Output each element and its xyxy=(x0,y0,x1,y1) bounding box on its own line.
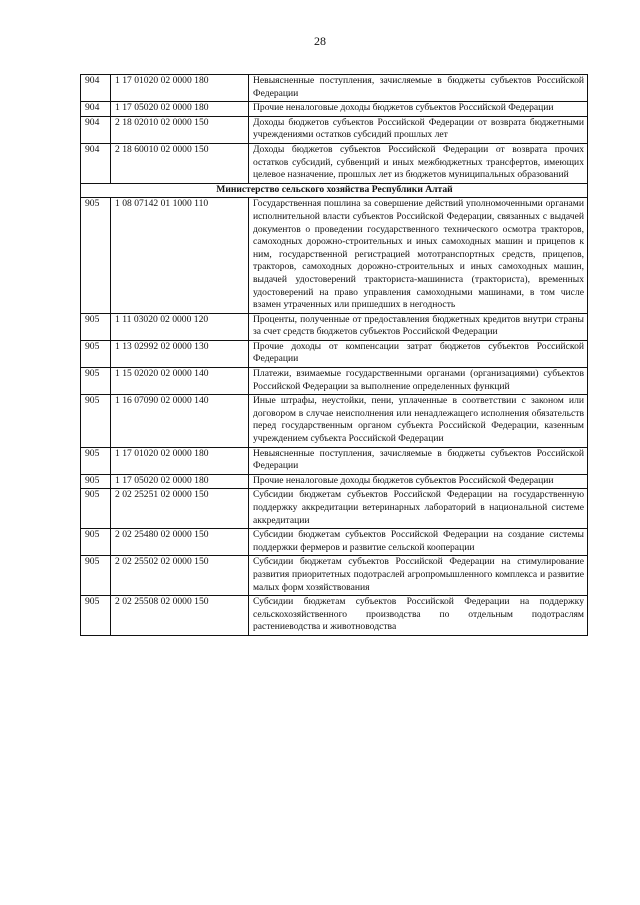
budget-code-cell: 2 18 02010 02 0000 150 xyxy=(111,116,249,143)
budget-code-cell: 1 11 03020 02 0000 120 xyxy=(111,313,249,340)
budget-code-cell: 2 02 25502 02 0000 150 xyxy=(111,556,249,596)
page-number: 28 xyxy=(314,34,326,48)
budget-code-cell: 2 02 25480 02 0000 150 xyxy=(111,529,249,556)
budget-code-cell: 1 17 05020 02 0000 180 xyxy=(111,102,249,117)
table-row xyxy=(81,474,588,489)
admin-code-cell: 905 xyxy=(81,474,111,489)
income-name-cell: Прочие неналоговые доходы бюджетов субъектов Российской Федерации xyxy=(249,474,588,489)
table-row xyxy=(81,529,588,556)
budget-code-cell: 1 08 07142 01 1000 110 xyxy=(111,198,249,313)
income-name-cell: Проценты, полученные от предоставления бюджетных кредитов внутри страны за счет средств бюджетов субъектов Российской Федерации xyxy=(249,313,588,340)
table-row xyxy=(81,75,588,102)
table-row xyxy=(81,102,588,117)
income-name-cell: Невыясненные поступления, зачисляемые в бюджеты субъектов Российской Федерации xyxy=(249,447,588,474)
admin-code-cell: 905 xyxy=(81,198,111,313)
budget-code-cell: 2 02 25508 02 0000 150 xyxy=(111,596,249,636)
income-name-cell: Доходы бюджетов субъектов Российской Федерации от возврата прочих остатков субсидий, субвенций и иных межбюджетных трансфертов, имеющих целевое назначение, прошлых лет из бюджетов муниципальных образований xyxy=(249,143,588,183)
table-row xyxy=(81,340,588,367)
admin-code-cell: 905 xyxy=(81,447,111,474)
income-name-cell: Невыясненные поступления, зачисляемые в бюджеты субъектов Российской Федерации xyxy=(249,75,588,102)
budget-code-cell: 1 15 02020 02 0000 140 xyxy=(111,368,249,395)
table-row xyxy=(81,556,588,596)
income-name-cell: Субсидии бюджетам субъектов Российской Федерации на стимулирование развития приоритетных подотраслей агропромышленного комплекса и развитие малых форм хозяйствования xyxy=(249,556,588,596)
table-row xyxy=(81,395,588,447)
admin-code-cell: 905 xyxy=(81,313,111,340)
admin-code-cell: 905 xyxy=(81,529,111,556)
admin-code-cell: 904 xyxy=(81,75,111,102)
income-name-cell: Прочие неналоговые доходы бюджетов субъектов Российской Федерации xyxy=(249,102,588,117)
admin-code-cell: 905 xyxy=(81,556,111,596)
admin-code-cell: 905 xyxy=(81,395,111,447)
admin-code-cell: 904 xyxy=(81,116,111,143)
budget-code-cell: 1 17 01020 02 0000 180 xyxy=(111,447,249,474)
income-name-cell: Государственная пошлина за совершение действий уполномоченными органами исполнительной власти субъектов Российской Федерации, связанных с выдачей документов о проведении государственного технического осмотра тракторов, самоходных дорожно-строительных и иных самоходных машин и прицепов к ним, государственной регистрацией мототранспортных средств, прицепов, тракторов, самоходных дорожно-строительных и иных самоходных машин, выдачей удостоверений тракториста-машиниста (тракториста), временных удостоверений на право управления самоходными машинами, в том числе взамен утраченных или пришедших в негодность xyxy=(249,198,588,313)
budget-code-cell: 2 18 60010 02 0000 150 xyxy=(111,143,249,183)
table-row xyxy=(81,368,588,395)
budget-code-cell: 1 17 05020 02 0000 180 xyxy=(111,474,249,489)
income-name-cell: Субсидии бюджетам субъектов Российской Федерации на государственную поддержку аккредитации ветеринарных лабораторий в национальной системе аккредитации xyxy=(249,489,588,529)
budget-classification-table xyxy=(80,74,588,636)
admin-code-cell: 904 xyxy=(81,143,111,183)
budget-code-cell: 2 02 25251 02 0000 150 xyxy=(111,489,249,529)
table-row xyxy=(81,198,588,313)
table-row xyxy=(81,116,588,143)
budget-code-cell: 1 13 02992 02 0000 130 xyxy=(111,340,249,367)
admin-code-cell: 905 xyxy=(81,340,111,367)
income-name-cell: Доходы бюджетов субъектов Российской Федерации от возврата бюджетными учреждениями остатков субсидий прошлых лет xyxy=(249,116,588,143)
income-name-cell: Субсидии бюджетам субъектов Российской Федерации на поддержку сельскохозяйственного производства по отдельным подотраслям растениеводства и животноводства xyxy=(249,596,588,636)
admin-code-cell: 904 xyxy=(81,102,111,117)
budget-code-cell: 1 16 07090 02 0000 140 xyxy=(111,395,249,447)
section-row xyxy=(81,183,588,198)
admin-code-cell: 905 xyxy=(81,489,111,529)
admin-code-cell: 905 xyxy=(81,368,111,395)
table-row xyxy=(81,313,588,340)
table-row xyxy=(81,143,588,183)
admin-code-cell: 905 xyxy=(81,596,111,636)
section-title: Министерство сельского хозяйства Республики Алтай xyxy=(81,183,588,198)
income-name-cell: Субсидии бюджетам субъектов Российской Федерации на создание системы поддержки фермеров и развитие сельской кооперации xyxy=(249,529,588,556)
income-name-cell: Платежи, взимаемые государственными органами (организациями) субъектов Российской Федерации за выполнение определенных функций xyxy=(249,368,588,395)
table-row xyxy=(81,447,588,474)
income-name-cell: Иные штрафы, неустойки, пени, уплаченные в соответствии с законом или договором в случае неисполнения или ненадлежащего исполнения обязательств перед государственным органом субъекта Российской Федерации, казенным учреждением субъекта Российской Федерации xyxy=(249,395,588,447)
budget-code-cell: 1 17 01020 02 0000 180 xyxy=(111,75,249,102)
table-row xyxy=(81,489,588,529)
income-name-cell: Прочие доходы от компенсации затрат бюджетов субъектов Российской Федерации xyxy=(249,340,588,367)
table-row xyxy=(81,596,588,636)
